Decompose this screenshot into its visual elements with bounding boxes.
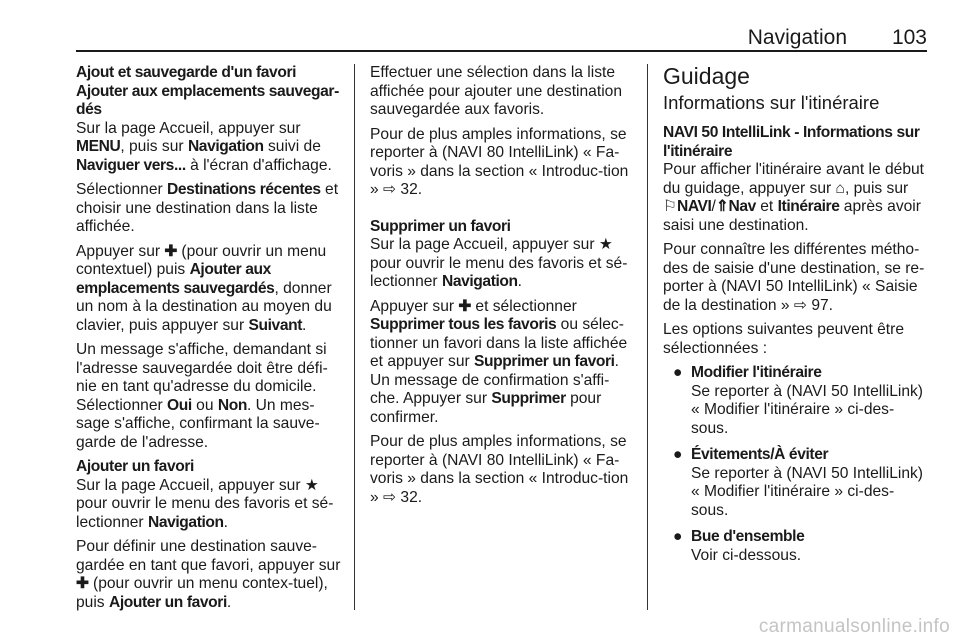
bullet-list bbox=[663, 364, 928, 565]
subheading: Ajout et sauvegarde d'un favori bbox=[76, 64, 297, 81]
paragraph: Appuyer sur ✚ (pour ouvrir un menu contextuel) puis Ajouter aux emplacements sauvegardés, donner un nom à la destination au moyen du clavier, puis appuyer sur Suivant. bbox=[76, 242, 332, 334]
paragraph: Sur la page Accueil, appuyer sur MENU, puis sur Navigation suivi de Naviguer vers... à l'écran d'affichage. bbox=[76, 119, 332, 174]
header-rule bbox=[76, 50, 927, 52]
paragraph: Pour définir une destination sauve-gardée en tant que favori, appuyer sur ✚ (pour ouvrir un menu contex-tuel), puis Ajouter un favori. bbox=[76, 538, 341, 611]
star-icon: ★ bbox=[304, 476, 319, 494]
home-icon: ⌂ bbox=[835, 179, 845, 197]
list-item-description: Voir ci-dessous. bbox=[691, 546, 802, 564]
arrow-icon: ⇨ bbox=[793, 296, 807, 314]
paragraph: Sur la page Accueil, appuyer sur ★ pour ouvrir le menu des favoris et sé-lectionner Navigation. bbox=[76, 476, 334, 531]
subheading: Ajouter aux emplacements sauvegar-dés bbox=[76, 82, 339, 118]
page-header bbox=[76, 0, 927, 52]
bullet-icon: ● bbox=[673, 528, 683, 545]
paragraph: Sélectionner Destinations récentes et choisir une destination dans la liste affichée. bbox=[76, 181, 339, 235]
subheading: Supprimer un favori bbox=[370, 217, 511, 235]
plus-icon: ✚ bbox=[164, 242, 178, 260]
page-title: Navigation bbox=[747, 26, 847, 49]
column-divider bbox=[354, 64, 355, 610]
navigation-arrow-icon: ⇑ bbox=[715, 198, 729, 215]
paragraph: Sur la page Accueil, appuyer sur ★ pour ouvrir le menu des favoris et sé-lectionner Navigation. bbox=[370, 236, 628, 290]
star-icon: ★ bbox=[598, 236, 613, 253]
plus-icon: ✚ bbox=[76, 575, 89, 592]
paragraph: Appuyer sur ✚ et sélectionner Supprimer tous les favoris ou sélec-tionner un favori dans la liste affichée et appuyer sur Supprimer un favori. Un message de confirmation s'affi-che. Appuyer sur Supprimer pour confirmer. bbox=[370, 297, 628, 426]
paragraph: Pour connaître les différentes métho-des de saisie d'une destination, se re-porter à (NAVI 50 IntelliLink) « Saisie de la destination » ⇨ 97. bbox=[663, 241, 925, 314]
column-middle bbox=[370, 64, 636, 513]
arrow-icon: ⇨ bbox=[383, 181, 397, 198]
subheading: Ajouter un favori bbox=[76, 458, 194, 475]
paragraph: Pour de plus amples informations, se reporter à (NAVI 80 IntelliLink) « Fa-voris » dans la section « Introduc-tion » ⇨ 32. bbox=[370, 433, 629, 506]
bullet-icon: ● bbox=[673, 364, 683, 381]
list-item-description: Se reporter à (NAVI 50 IntelliLink) « Modifier l'itinéraire » ci-des-sous. bbox=[691, 464, 923, 519]
paragraph: Les options suivantes peuvent être sélectionnées : bbox=[663, 321, 904, 357]
subheading: NAVI 50 IntelliLink - Informations sur l'itinéraire bbox=[663, 124, 920, 160]
paragraph: Un message s'affiche, demandant si l'adresse sauvegardée doit être défi-nie en tant qu'adresse du domicile. Sélectionner Oui ou Non. Un mes-sage s'affiche, confirmant la sauve-garde de l'adresse. bbox=[76, 341, 328, 451]
list-item: ● Évitements/À éviter bbox=[673, 446, 829, 463]
paragraph: Pour afficher l'itinéraire avant le début du guidage, appuyer sur ⌂, puis sur ⚐NAVI/⇑Nav et Itinéraire après avoir saisi une destination. bbox=[663, 161, 925, 234]
bullet-icon: ● bbox=[673, 446, 683, 463]
column-divider bbox=[647, 64, 648, 610]
section-subtitle: Informations sur l'itinéraire bbox=[663, 92, 880, 113]
list-item: ● Bue d'ensemble bbox=[673, 528, 805, 545]
paragraph: Effectuer une sélection dans la liste affichée pour ajouter une destination sauvegardée aux favoris. bbox=[370, 64, 622, 118]
section-title: Guidage bbox=[663, 63, 750, 89]
list-item-description: Se reporter à (NAVI 50 IntelliLink) « Modifier l'itinéraire » ci-des-sous. bbox=[691, 382, 923, 437]
column-right bbox=[663, 64, 928, 573]
watermark: carmanualsonline.info bbox=[758, 616, 950, 637]
flag-icon: ⚐ bbox=[663, 198, 677, 215]
list-item: ● Modifier l'itinéraire bbox=[673, 364, 822, 381]
page-number: 103 bbox=[891, 26, 927, 49]
paragraph: Pour de plus amples informations, se reporter à (NAVI 80 IntelliLink) « Fa-voris » dans la section « Introduc-tion » ⇨ 32. bbox=[370, 125, 629, 198]
plus-icon: ✚ bbox=[458, 297, 472, 315]
arrow-icon: ⇨ bbox=[383, 488, 397, 506]
column-left bbox=[76, 64, 342, 618]
